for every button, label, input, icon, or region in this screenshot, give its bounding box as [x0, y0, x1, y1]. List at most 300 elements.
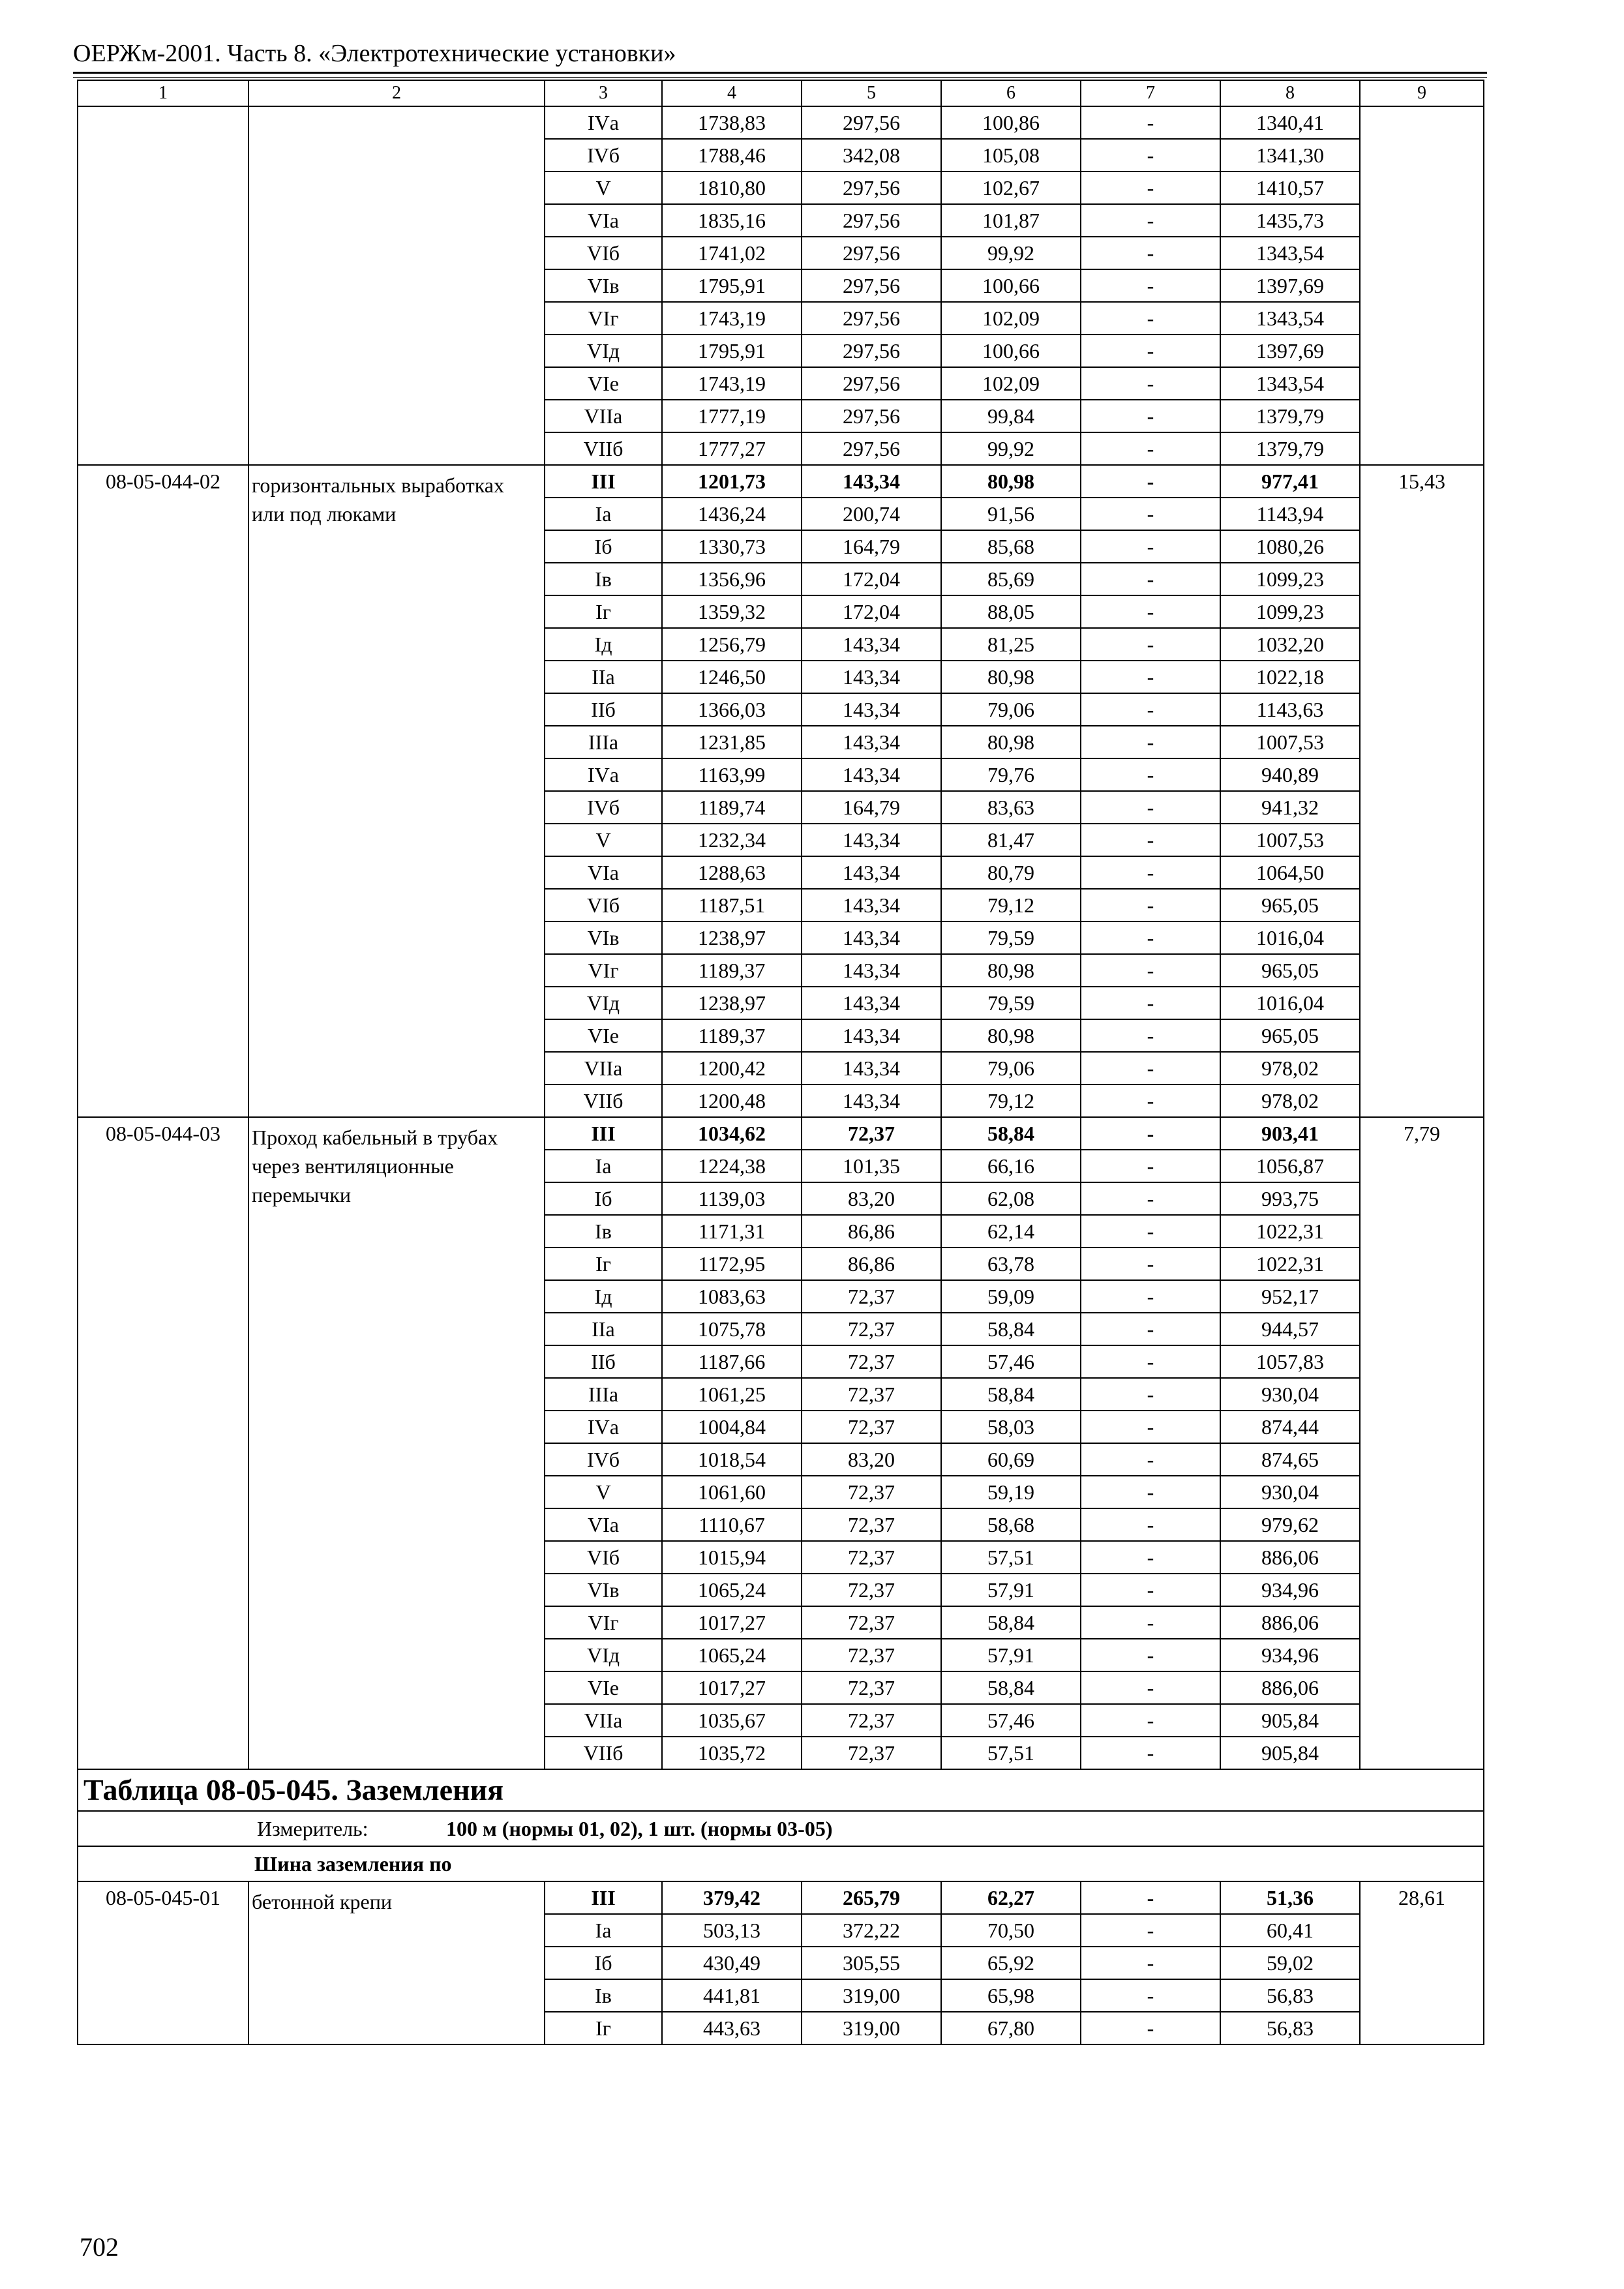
measure-label: Измеритель:: [257, 1817, 368, 1840]
value-cell: 57,51: [941, 1541, 1081, 1574]
region-code: VIIа: [545, 1704, 662, 1737]
value-cell: -: [1081, 954, 1220, 987]
value-cell: 1288,63: [662, 856, 802, 889]
value-cell: 143,34: [802, 856, 941, 889]
header-rule: [73, 72, 1487, 74]
value-cell: 1018,54: [662, 1443, 802, 1476]
value-cell: 1022,18: [1220, 661, 1360, 693]
value-cell: 1246,50: [662, 661, 802, 693]
value-cell: 80,98: [941, 465, 1081, 498]
value-cell: 965,05: [1220, 1019, 1360, 1052]
table-row: [78, 106, 1484, 139]
value-cell: 1171,31: [662, 1215, 802, 1248]
value-cell: 58,84: [941, 1313, 1081, 1345]
value-cell: 99,84: [941, 400, 1081, 432]
value-cell: 83,63: [941, 791, 1081, 824]
value-cell: -: [1081, 465, 1220, 498]
value-cell: -: [1081, 335, 1220, 367]
region-code: Iд: [545, 1280, 662, 1313]
value-cell: -: [1081, 2012, 1220, 2044]
value-cell: 65,92: [941, 1947, 1081, 1979]
value-cell: 58,84: [941, 1671, 1081, 1704]
value-cell: -: [1081, 1508, 1220, 1541]
value-cell: 81,25: [941, 628, 1081, 661]
value-cell: 143,34: [802, 1019, 941, 1052]
value-cell: 143,34: [802, 758, 941, 791]
region-code: IVа: [545, 106, 662, 139]
column-number: 3: [545, 80, 662, 106]
region-code: IIа: [545, 1313, 662, 1345]
value-cell: -: [1081, 367, 1220, 400]
value-cell: 56,83: [1220, 1979, 1360, 2012]
value-cell: 1007,53: [1220, 824, 1360, 856]
value-cell: 51,36: [1220, 1881, 1360, 1914]
value-cell: -: [1081, 1574, 1220, 1606]
region-code: Iг: [545, 1248, 662, 1280]
value-cell: 379,42: [662, 1881, 802, 1914]
value-cell: -: [1081, 1411, 1220, 1443]
value-cell: -: [1081, 1671, 1220, 1704]
value-cell: 1163,99: [662, 758, 802, 791]
value-cell: -: [1081, 106, 1220, 139]
value-cell: 143,34: [802, 465, 941, 498]
value-cell: 80,98: [941, 661, 1081, 693]
value-cell: 1143,63: [1220, 693, 1360, 726]
value-cell: 1435,73: [1220, 204, 1360, 237]
page-header: ОЕРЖм-2001. Часть 8. «Электротехнические установки»: [73, 40, 676, 67]
value-cell: 100,66: [941, 269, 1081, 302]
value-cell: 1080,26: [1220, 530, 1360, 563]
value-cell: 1788,46: [662, 139, 802, 172]
value-cell: 1238,97: [662, 987, 802, 1019]
value-cell: 72,37: [802, 1671, 941, 1704]
value-cell: 72,37: [802, 1313, 941, 1345]
value-cell: 297,56: [802, 302, 941, 335]
value-cell: 886,06: [1220, 1671, 1360, 1704]
value-cell: 903,41: [1220, 1117, 1360, 1150]
value-cell: 886,06: [1220, 1606, 1360, 1639]
value-cell: 101,87: [941, 204, 1081, 237]
value-cell: 72,37: [802, 1574, 941, 1606]
value-cell: -: [1081, 1541, 1220, 1574]
value-cell: 57,51: [941, 1737, 1081, 1769]
value-cell: 1256,79: [662, 628, 802, 661]
value-cell: 297,56: [802, 106, 941, 139]
value-cell: 979,62: [1220, 1508, 1360, 1541]
value-cell: 101,35: [802, 1150, 941, 1182]
value-cell: 965,05: [1220, 954, 1360, 987]
value-cell: 930,04: [1220, 1378, 1360, 1411]
value-cell: 80,79: [941, 856, 1081, 889]
value-cell: 67,80: [941, 2012, 1081, 2044]
value-cell: 1238,97: [662, 921, 802, 954]
work-name: Проход кабельный в трубах через вентиляционные перемычки: [248, 1117, 545, 1769]
value-cell: 1172,95: [662, 1248, 802, 1280]
work-name: бетонной крепи: [248, 1881, 545, 2044]
region-code: VIе: [545, 1019, 662, 1052]
value-cell: 1110,67: [662, 1508, 802, 1541]
value-cell: 1340,41: [1220, 106, 1360, 139]
value-cell: -: [1081, 1476, 1220, 1508]
value-cell: 85,69: [941, 563, 1081, 595]
value-cell: 874,65: [1220, 1443, 1360, 1476]
value-cell: 91,56: [941, 498, 1081, 530]
value-cell: 62,14: [941, 1215, 1081, 1248]
region-code: Iа: [545, 1150, 662, 1182]
region-code: VIIб: [545, 432, 662, 465]
table-title: Таблица 08-05-045. Заземления: [78, 1769, 1484, 1811]
value-cell: -: [1081, 1313, 1220, 1345]
value-cell: 1061,25: [662, 1378, 802, 1411]
value-cell: 1777,27: [662, 432, 802, 465]
value-cell: 965,05: [1220, 889, 1360, 921]
region-code: VIIб: [545, 1085, 662, 1117]
subheading: Шина заземления по: [78, 1846, 1484, 1881]
value-cell: 297,56: [802, 335, 941, 367]
value-cell: -: [1081, 1117, 1220, 1150]
value-cell: 319,00: [802, 1979, 941, 2012]
column-number: 7: [1081, 80, 1220, 106]
region-code: VIд: [545, 987, 662, 1019]
region-code: Iб: [545, 1947, 662, 1979]
region-code: VIб: [545, 237, 662, 269]
value-cell: 1810,80: [662, 172, 802, 204]
value-cell: 1061,60: [662, 1476, 802, 1508]
value-cell: 1397,69: [1220, 269, 1360, 302]
value-cell: -: [1081, 1443, 1220, 1476]
value-cell: 66,16: [941, 1150, 1081, 1182]
value-cell: 83,20: [802, 1443, 941, 1476]
region-code: Iв: [545, 1979, 662, 2012]
value-cell: 1034,62: [662, 1117, 802, 1150]
value-cell: 72,37: [802, 1378, 941, 1411]
value-cell: 1035,67: [662, 1704, 802, 1737]
value-cell: 57,91: [941, 1639, 1081, 1671]
value-cell: 102,09: [941, 302, 1081, 335]
value-cell: 297,56: [802, 204, 941, 237]
value-cell: -: [1081, 302, 1220, 335]
column-number: 2: [248, 80, 545, 106]
value-cell: 105,08: [941, 139, 1081, 172]
rate-code: 08-05-045-01: [78, 1881, 248, 2044]
value-cell: 1795,91: [662, 269, 802, 302]
measure-value: 100 м (нормы 01, 02), 1 шт. (нормы 03-05): [446, 1817, 833, 1840]
value-cell: 940,89: [1220, 758, 1360, 791]
value-cell: 319,00: [802, 2012, 941, 2044]
value-cell: -: [1081, 1704, 1220, 1737]
value-cell: 1139,03: [662, 1182, 802, 1215]
rate-code: 08-05-044-02: [78, 465, 248, 1117]
value-cell: 143,34: [802, 954, 941, 987]
region-code: Iб: [545, 530, 662, 563]
value-cell: 79,59: [941, 921, 1081, 954]
value-cell: 72,37: [802, 1737, 941, 1769]
value-cell: -: [1081, 1881, 1220, 1914]
region-code: IVа: [545, 758, 662, 791]
value-cell: 143,34: [802, 1085, 941, 1117]
column-number-row: [78, 80, 1484, 106]
table-row: [78, 1117, 1484, 1150]
col9-value: 28,61: [1360, 1881, 1484, 2044]
value-cell: -: [1081, 1606, 1220, 1639]
value-cell: -: [1081, 987, 1220, 1019]
value-cell: 72,37: [802, 1639, 941, 1671]
value-cell: 60,41: [1220, 1914, 1360, 1947]
value-cell: 88,05: [941, 595, 1081, 628]
value-cell: -: [1081, 628, 1220, 661]
region-code: V: [545, 824, 662, 856]
region-code: Iг: [545, 595, 662, 628]
table-body: [78, 80, 1484, 2044]
value-cell: 1343,54: [1220, 302, 1360, 335]
region-code: III: [545, 465, 662, 498]
value-cell: 1083,63: [662, 1280, 802, 1313]
value-cell: 1232,34: [662, 824, 802, 856]
value-cell: 1343,54: [1220, 237, 1360, 269]
region-code: VIе: [545, 367, 662, 400]
value-cell: 143,34: [802, 921, 941, 954]
header-rule-thin: [73, 77, 1487, 78]
region-code: Iд: [545, 628, 662, 661]
column-number: 6: [941, 80, 1081, 106]
value-cell: -: [1081, 1280, 1220, 1313]
value-cell: 1200,48: [662, 1085, 802, 1117]
value-cell: 172,04: [802, 595, 941, 628]
value-cell: -: [1081, 758, 1220, 791]
value-cell: 100,66: [941, 335, 1081, 367]
region-code: VIб: [545, 889, 662, 921]
value-cell: 1022,31: [1220, 1248, 1360, 1280]
value-cell: 81,47: [941, 824, 1081, 856]
region-code: VIа: [545, 856, 662, 889]
value-cell: -: [1081, 1019, 1220, 1052]
value-cell: -: [1081, 204, 1220, 237]
region-code: VIб: [545, 1541, 662, 1574]
region-code: V: [545, 1476, 662, 1508]
value-cell: 1004,84: [662, 1411, 802, 1443]
column-number: 5: [802, 80, 941, 106]
column-number: 1: [78, 80, 248, 106]
value-cell: 60,69: [941, 1443, 1081, 1476]
value-cell: -: [1081, 1085, 1220, 1117]
value-cell: 1057,83: [1220, 1345, 1360, 1378]
column-number: 8: [1220, 80, 1360, 106]
value-cell: -: [1081, 1345, 1220, 1378]
region-code: IVб: [545, 1443, 662, 1476]
value-cell: 143,34: [802, 889, 941, 921]
region-code: Iб: [545, 1182, 662, 1215]
value-cell: -: [1081, 530, 1220, 563]
value-cell: -: [1081, 921, 1220, 954]
value-cell: 1359,32: [662, 595, 802, 628]
value-cell: 874,44: [1220, 1411, 1360, 1443]
value-cell: 80,98: [941, 1019, 1081, 1052]
value-cell: 297,56: [802, 269, 941, 302]
region-code: VIд: [545, 1639, 662, 1671]
value-cell: 944,57: [1220, 1313, 1360, 1345]
value-cell: 72,37: [802, 1345, 941, 1378]
value-cell: 1379,79: [1220, 400, 1360, 432]
region-code: Iа: [545, 498, 662, 530]
value-cell: 1200,42: [662, 1052, 802, 1085]
work-name: [248, 106, 545, 465]
value-cell: 72,37: [802, 1508, 941, 1541]
value-cell: -: [1081, 824, 1220, 856]
value-cell: 1065,24: [662, 1639, 802, 1671]
value-cell: -: [1081, 595, 1220, 628]
value-cell: 993,75: [1220, 1182, 1360, 1215]
value-cell: 1330,73: [662, 530, 802, 563]
value-cell: 80,98: [941, 726, 1081, 758]
value-cell: 297,56: [802, 172, 941, 204]
value-cell: 1064,50: [1220, 856, 1360, 889]
region-code: VIIа: [545, 1052, 662, 1085]
value-cell: 1099,23: [1220, 563, 1360, 595]
value-cell: 1224,38: [662, 1150, 802, 1182]
region-code: IIа: [545, 661, 662, 693]
table-row: [78, 465, 1484, 498]
value-cell: 297,56: [802, 432, 941, 465]
value-cell: 1201,73: [662, 465, 802, 498]
table-title-row: [78, 1769, 1484, 1811]
region-code: IIIа: [545, 726, 662, 758]
value-cell: 58,84: [941, 1378, 1081, 1411]
value-cell: 1016,04: [1220, 921, 1360, 954]
value-cell: -: [1081, 726, 1220, 758]
column-number: 4: [662, 80, 802, 106]
value-cell: 72,37: [802, 1541, 941, 1574]
rate-code: 08-05-044-03: [78, 1117, 248, 1769]
value-cell: -: [1081, 791, 1220, 824]
region-code: IVб: [545, 139, 662, 172]
value-cell: 886,06: [1220, 1541, 1360, 1574]
value-cell: 372,22: [802, 1914, 941, 1947]
value-cell: 1231,85: [662, 726, 802, 758]
value-cell: 297,56: [802, 367, 941, 400]
region-code: Iа: [545, 1914, 662, 1947]
value-cell: -: [1081, 1052, 1220, 1085]
value-cell: 62,08: [941, 1182, 1081, 1215]
value-cell: -: [1081, 400, 1220, 432]
value-cell: 443,63: [662, 2012, 802, 2044]
region-code: Iв: [545, 563, 662, 595]
value-cell: 86,86: [802, 1248, 941, 1280]
region-code: VIа: [545, 204, 662, 237]
value-cell: 79,59: [941, 987, 1081, 1019]
region-code: VIг: [545, 302, 662, 335]
region-code: VIв: [545, 1574, 662, 1606]
value-cell: 905,84: [1220, 1737, 1360, 1769]
value-cell: -: [1081, 139, 1220, 172]
value-cell: 200,74: [802, 498, 941, 530]
value-cell: -: [1081, 1639, 1220, 1671]
value-cell: -: [1081, 498, 1220, 530]
value-cell: 86,86: [802, 1215, 941, 1248]
value-cell: 977,41: [1220, 465, 1360, 498]
region-code: VIд: [545, 335, 662, 367]
value-cell: 503,13: [662, 1914, 802, 1947]
value-cell: 941,32: [1220, 791, 1360, 824]
value-cell: 1410,57: [1220, 172, 1360, 204]
value-cell: 143,34: [802, 987, 941, 1019]
region-code: IIб: [545, 1345, 662, 1378]
region-code: VIа: [545, 1508, 662, 1541]
value-cell: 1143,94: [1220, 498, 1360, 530]
value-cell: 63,78: [941, 1248, 1081, 1280]
region-code: VIIа: [545, 400, 662, 432]
col9-value: [1360, 106, 1484, 465]
value-cell: 99,92: [941, 432, 1081, 465]
value-cell: -: [1081, 1215, 1220, 1248]
value-cell: 1397,69: [1220, 335, 1360, 367]
value-cell: -: [1081, 237, 1220, 269]
column-number: 9: [1360, 80, 1484, 106]
value-cell: -: [1081, 563, 1220, 595]
region-code: VIв: [545, 269, 662, 302]
measure-cell: [78, 1811, 1484, 1846]
value-cell: 65,98: [941, 1979, 1081, 2012]
col9-value: 7,79: [1360, 1117, 1484, 1769]
value-cell: 79,76: [941, 758, 1081, 791]
value-cell: 143,34: [802, 1052, 941, 1085]
value-cell: -: [1081, 1378, 1220, 1411]
value-cell: 1075,78: [662, 1313, 802, 1345]
value-cell: 58,03: [941, 1411, 1081, 1443]
value-cell: 1099,23: [1220, 595, 1360, 628]
region-code: IIб: [545, 693, 662, 726]
value-cell: 58,84: [941, 1117, 1081, 1150]
value-cell: 934,96: [1220, 1639, 1360, 1671]
value-cell: 1017,27: [662, 1671, 802, 1704]
value-cell: 1343,54: [1220, 367, 1360, 400]
value-cell: -: [1081, 1914, 1220, 1947]
value-cell: -: [1081, 1737, 1220, 1769]
value-cell: 934,96: [1220, 1574, 1360, 1606]
value-cell: 57,46: [941, 1345, 1081, 1378]
value-cell: 143,34: [802, 726, 941, 758]
value-cell: 1056,87: [1220, 1150, 1360, 1182]
value-cell: 1379,79: [1220, 432, 1360, 465]
value-cell: 57,91: [941, 1574, 1081, 1606]
value-cell: -: [1081, 1182, 1220, 1215]
region-code: VIг: [545, 954, 662, 987]
value-cell: 978,02: [1220, 1052, 1360, 1085]
value-cell: 1035,72: [662, 1737, 802, 1769]
value-cell: 978,02: [1220, 1085, 1360, 1117]
value-cell: 164,79: [802, 791, 941, 824]
value-cell: 79,06: [941, 1052, 1081, 1085]
value-cell: 1022,31: [1220, 1215, 1360, 1248]
value-cell: 1187,66: [662, 1345, 802, 1378]
value-cell: 100,86: [941, 106, 1081, 139]
value-cell: 72,37: [802, 1411, 941, 1443]
value-cell: -: [1081, 661, 1220, 693]
value-cell: -: [1081, 1979, 1220, 2012]
rates-table: [77, 80, 1484, 2045]
value-cell: 1795,91: [662, 335, 802, 367]
measure-row: [78, 1811, 1484, 1846]
value-cell: 1356,96: [662, 563, 802, 595]
value-cell: 164,79: [802, 530, 941, 563]
value-cell: 143,34: [802, 824, 941, 856]
value-cell: 59,02: [1220, 1947, 1360, 1979]
value-cell: 58,84: [941, 1606, 1081, 1639]
value-cell: 905,84: [1220, 1704, 1360, 1737]
value-cell: 72,37: [802, 1606, 941, 1639]
region-code: Iг: [545, 2012, 662, 2044]
value-cell: 1741,02: [662, 237, 802, 269]
value-cell: 1366,03: [662, 693, 802, 726]
